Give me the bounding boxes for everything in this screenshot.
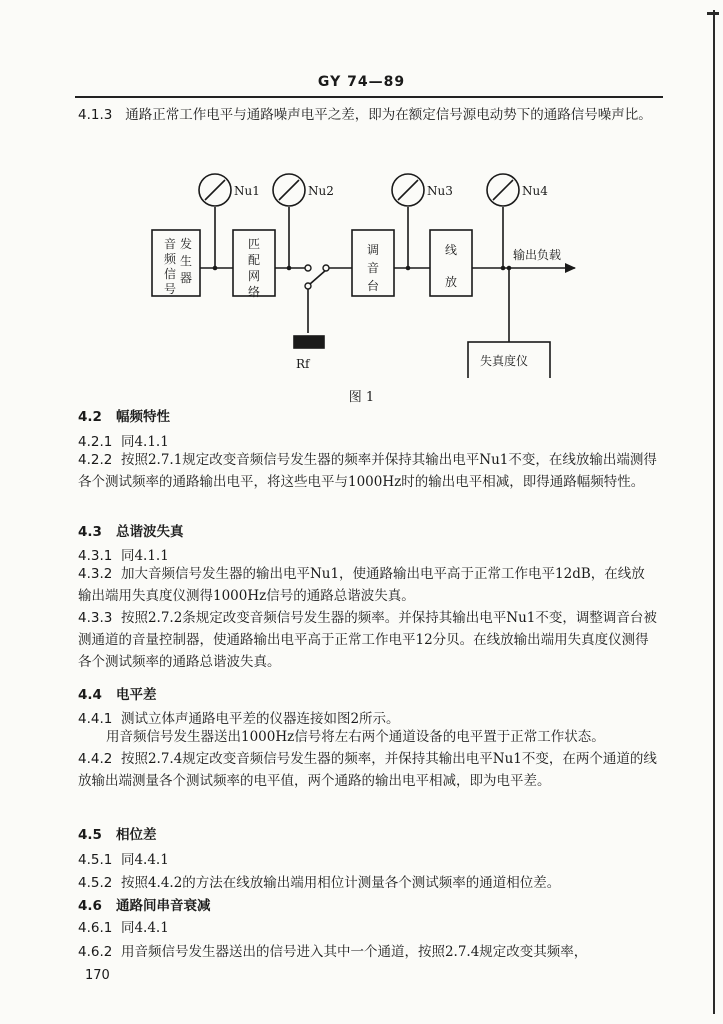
paragraph-4-4-1: 4.4.1 测试立体声通路电平差的仪器连接如图2所示。 [78, 711, 400, 727]
paragraph-4-2-2: 4.2.2 按照2.7.1规定改变音频信号发生器的频率并保持其输出电平Nu1不变，在线放输出端测得各个测试频率的通路输出电平，将这些电平与1000Hz时的输出电平相减，即得通路幅频特性。 [78, 452, 657, 490]
meter-label-nu1: Nu1 [234, 184, 260, 198]
page-number: 170 [85, 968, 110, 983]
paragraph-4-1-3 [78, 104, 658, 126]
svg-text:放: 放 [445, 275, 458, 289]
paragraph-4-5-2: 4.5.2 按照4.4.2的方法在线放输出端用相位计测量各个测试频率的通道相位差。 [78, 875, 561, 891]
svg-text:配: 配 [248, 253, 261, 267]
section-4-5: 4.5 相位差 [78, 827, 157, 843]
generator-label-col1: 音 [164, 237, 177, 251]
svg-text:频: 频 [164, 252, 177, 266]
paragraph-4-2-1: 4.2.1 同4.1.1 [78, 434, 169, 450]
generator-label-col2: 发 [180, 237, 193, 251]
svg-text:络: 络 [248, 285, 261, 299]
circuit-diagram [140, 168, 600, 378]
svg-text:生: 生 [180, 254, 193, 268]
svg-text:信: 信 [164, 267, 177, 281]
svg-text:台: 台 [367, 279, 380, 293]
clause-text: 通路正常工作电平与通路噪声电平之差，即为在额定信号源电动势下的通路信号噪声比。 [125, 107, 652, 123]
standard-code: GY 74—89 [317, 74, 406, 90]
meter-label-nu4: Nu4 [522, 184, 548, 198]
resistor-label: Rf [296, 357, 310, 371]
meter-label-nu3: Nu3 [427, 184, 453, 198]
section-4-4: 4.4 电平差 [78, 687, 157, 703]
svg-text:音: 音 [367, 261, 380, 275]
scan-border [713, 10, 715, 1014]
scan-notch [707, 12, 719, 15]
section-4-2: 4.2 幅频特性 [78, 409, 171, 425]
matching-label: 匹 [248, 237, 261, 251]
output-load-label: 输出负载 [513, 248, 562, 262]
line-amp-label: 线 [445, 243, 458, 257]
paragraph-4-6-1: 4.6.1 同4.4.1 [78, 920, 169, 936]
paragraph-4-6-2: 4.6.2 用音频信号发生器送出的信号进入其中一个通道，按照2.7.4规定改变其频率， [78, 944, 588, 960]
section-4-6: 4.6 通路间串音衰减 [78, 898, 211, 914]
svg-text:网: 网 [248, 269, 261, 283]
paragraph-4-3-3: 4.3.3 按照2.7.2条规定改变音频信号发生器的频率。并保持其输出电平Nu1不变，调整调音台被测通道的音量控制器，使通路输出电平高于正常工作电平12分贝。在线放输出端用失真度仪测得各个测试频率的通路总谐波失真。 [78, 610, 657, 670]
distortion-meter-label: 失真度仪 [480, 354, 529, 368]
mixer-label: 调 [367, 243, 380, 257]
paragraph-4-5-1: 4.5.1 同4.4.1 [78, 852, 169, 868]
figure-1 [140, 168, 600, 408]
figure-caption: 图 1 [348, 390, 375, 405]
paragraph-4-3-2: 4.3.2 加大音频信号发生器的输出电平Nu1，使通路输出电平高于正常工作电平12dB，在线放输出端用失真度仪测得1000Hz信号的通路总谐波失真。 [78, 566, 645, 604]
section-4-3: 4.3 总谐波失真 [78, 524, 184, 540]
paragraph-4-3-1: 4.3.1 同4.1.1 [78, 548, 169, 564]
meter-label-nu2: Nu2 [308, 184, 334, 198]
header-rule [75, 96, 663, 98]
clause-number: 4.1.3 [78, 107, 113, 123]
paragraph-4-4-1-b: 用音频信号发生器送出1000Hz信号将左右两个通道设备的电平置于正常工作状态。 [106, 729, 605, 745]
svg-text:号: 号 [164, 282, 177, 296]
svg-text:器: 器 [180, 271, 193, 285]
paragraph-4-4-2: 4.4.2 按照2.7.4规定改变音频信号发生器的频率，并保持其输出电平Nu1不变，在两个通道的线放输出端测量各个测试频率的电平值，两个通路的输出电平相减，即为电平差。 [78, 751, 657, 789]
